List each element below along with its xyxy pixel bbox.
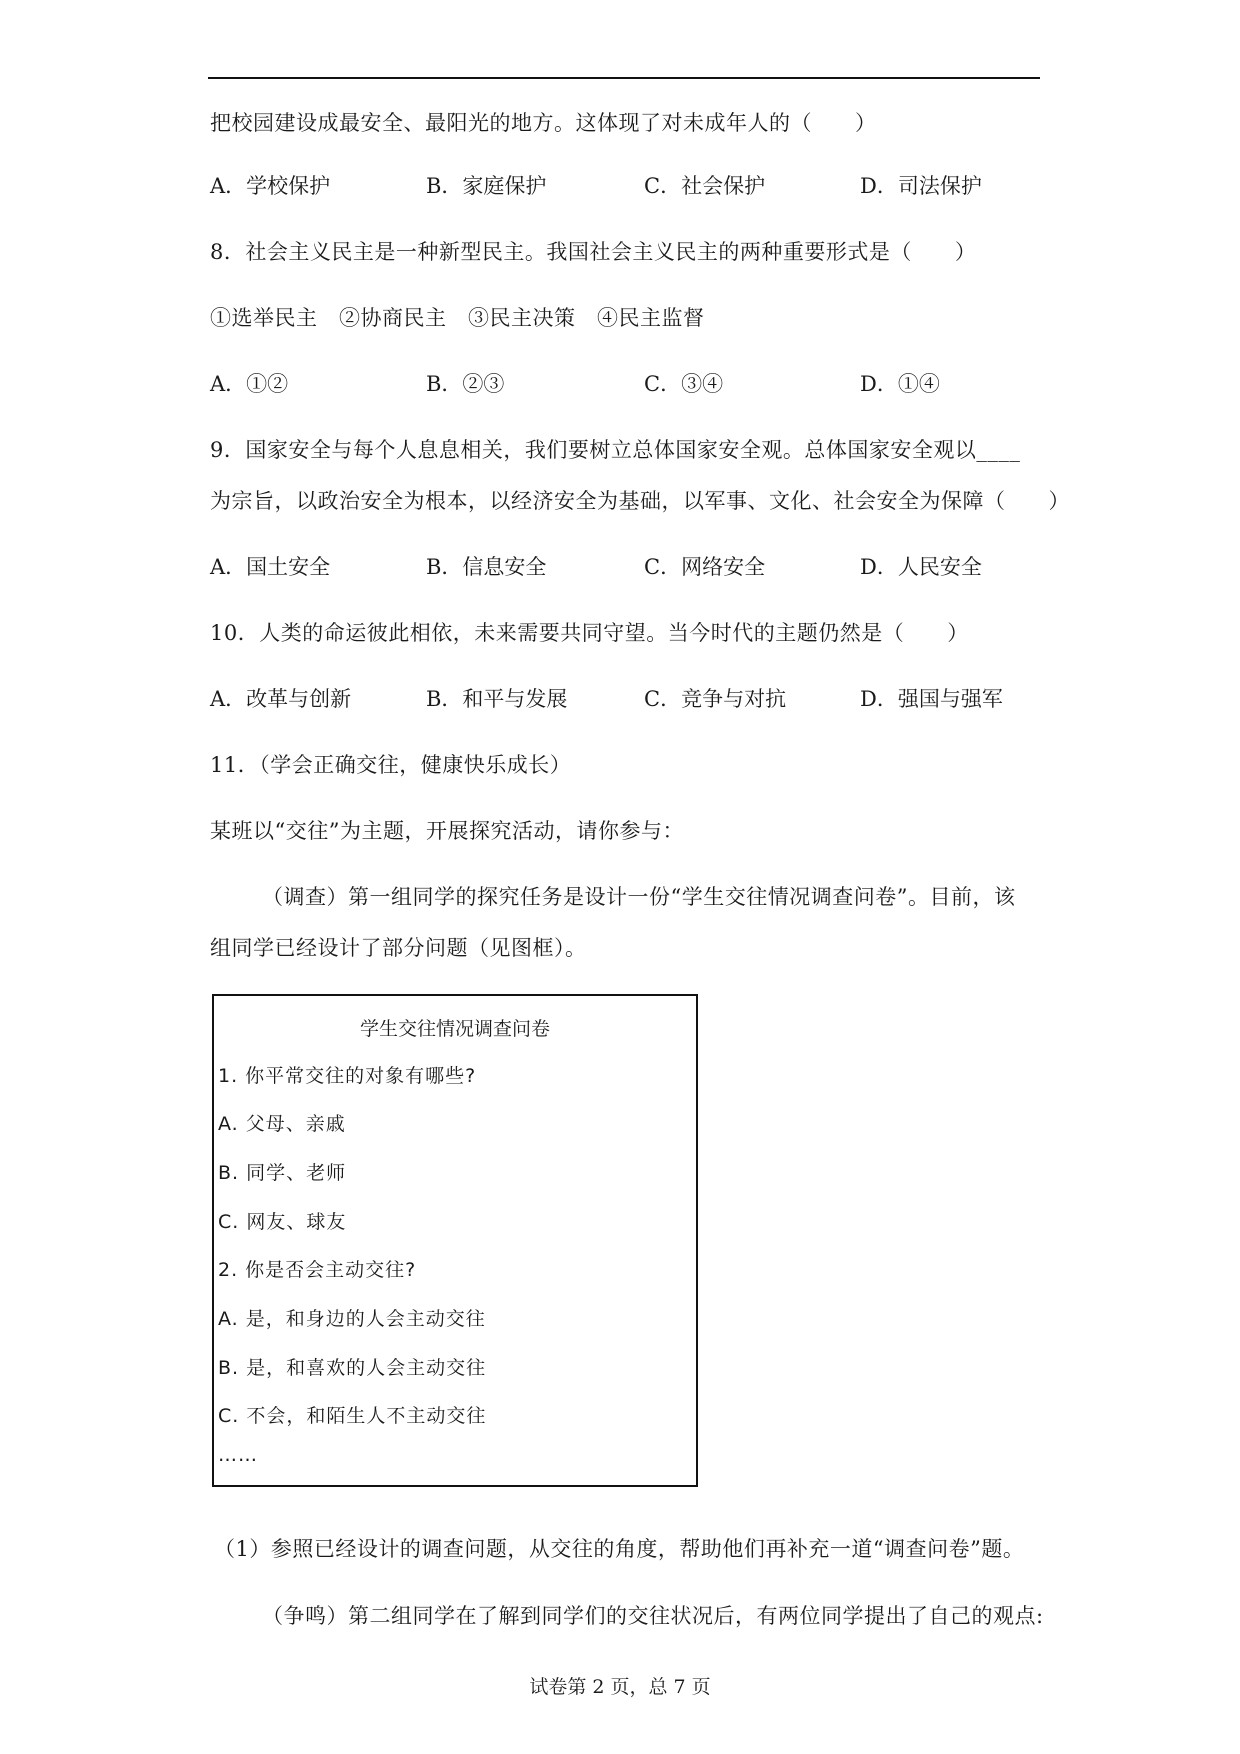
q7-option-d: D．司法保护 xyxy=(860,174,982,198)
questionnaire-box xyxy=(212,994,698,1487)
q10-option-a: A．改革与创新 xyxy=(210,687,352,711)
q7-option-a: A．学校保护 xyxy=(210,174,331,198)
questionnaire-line: 1. 你平常交往的对象有哪些? xyxy=(218,1065,477,1087)
q11-survey-line1: （调查）第一组同学的探究任务是设计一份“学生交往情况调查问卷”。目前，该 xyxy=(262,885,1016,909)
q10-stem: 10．人类的命运彼此相依，未来需要共同守望。当今时代的主题仍然是（ ） xyxy=(210,621,969,645)
q7-option-c: C．社会保护 xyxy=(644,174,766,198)
q8-stem: 8．社会主义民主是一种新型民主。我国社会主义民主的两种重要形式是（ ） xyxy=(210,240,977,264)
q10-option-c: C．竞争与对抗 xyxy=(644,687,787,711)
page-footer: 试卷第 2 页，总 7 页 xyxy=(529,1676,711,1698)
q7-continuation: 把校园建设成最安全、最阳光的地方。这体现了对未成年人的（ ） xyxy=(210,111,877,135)
q8-option-a: A．①② xyxy=(210,372,289,396)
q11-sub1: （1）参照已经设计的调查问题，从交往的角度，帮助他们再补充一道“调查问卷”题。 xyxy=(214,1537,1025,1561)
q8-option-b: B．②③ xyxy=(426,372,505,396)
q8-items: ①选举民主 ②协商民主 ③民主决策 ④民主监督 xyxy=(210,306,705,330)
questionnaire-line: A. 父母、亲戚 xyxy=(218,1113,346,1135)
q9-option-a: A．国土安全 xyxy=(210,555,331,579)
q9-option-c: C．网络安全 xyxy=(644,555,766,579)
q9-option-d: D．人民安全 xyxy=(860,555,982,579)
questionnaire-line: B. 是，和喜欢的人会主动交往 xyxy=(218,1357,487,1379)
questionnaire-ellipsis: …… xyxy=(218,1444,258,1466)
q8-option-c: C．③④ xyxy=(644,372,724,396)
q7-options xyxy=(210,170,1010,200)
q11-title: 11．（学会正确交往，健康快乐成长） xyxy=(210,753,572,777)
questionnaire-title: 学生交往情况调查问卷 xyxy=(359,1018,550,1040)
q10-option-d: D．强国与强军 xyxy=(860,687,1003,711)
q9-stem-line2: 为宗旨，以政治安全为根本，以经济安全为基础，以军事、文化、社会安全为保障（ ） xyxy=(210,489,1070,513)
questionnaire-line: A. 是，和身边的人会主动交往 xyxy=(218,1308,486,1330)
q9-options xyxy=(210,551,1010,581)
q11-intro: 某班以“交往”为主题，开展探究活动，请你参与： xyxy=(210,819,684,843)
header-rule xyxy=(208,77,1040,79)
questionnaire-line: C. 网友、球友 xyxy=(218,1211,347,1233)
questionnaire-line: C. 不会，和陌生人不主动交往 xyxy=(218,1405,487,1427)
q10-option-b: B．和平与发展 xyxy=(426,687,568,711)
q11-survey-line2: 组同学已经设计了部分问题（见图框）。 xyxy=(210,936,587,960)
q8-options xyxy=(210,368,1010,398)
q8-option-d: D．①④ xyxy=(860,372,940,396)
q7-option-b: B．家庭保护 xyxy=(426,174,547,198)
questionnaire-line: 2. 你是否会主动交往? xyxy=(218,1259,417,1281)
q11-debate-line: （争鸣）第二组同学在了解到同学们的交往状况后，有两位同学提出了自己的观点: xyxy=(262,1604,1044,1628)
questionnaire-line: B. 同学、老师 xyxy=(218,1162,347,1184)
q10-options xyxy=(210,683,1010,713)
q9-stem-line1: 9．国家安全与每个人息息相关，我们要树立总体国家安全观。总体国家安全观以____ xyxy=(210,438,1021,462)
q9-option-b: B．信息安全 xyxy=(426,555,547,579)
